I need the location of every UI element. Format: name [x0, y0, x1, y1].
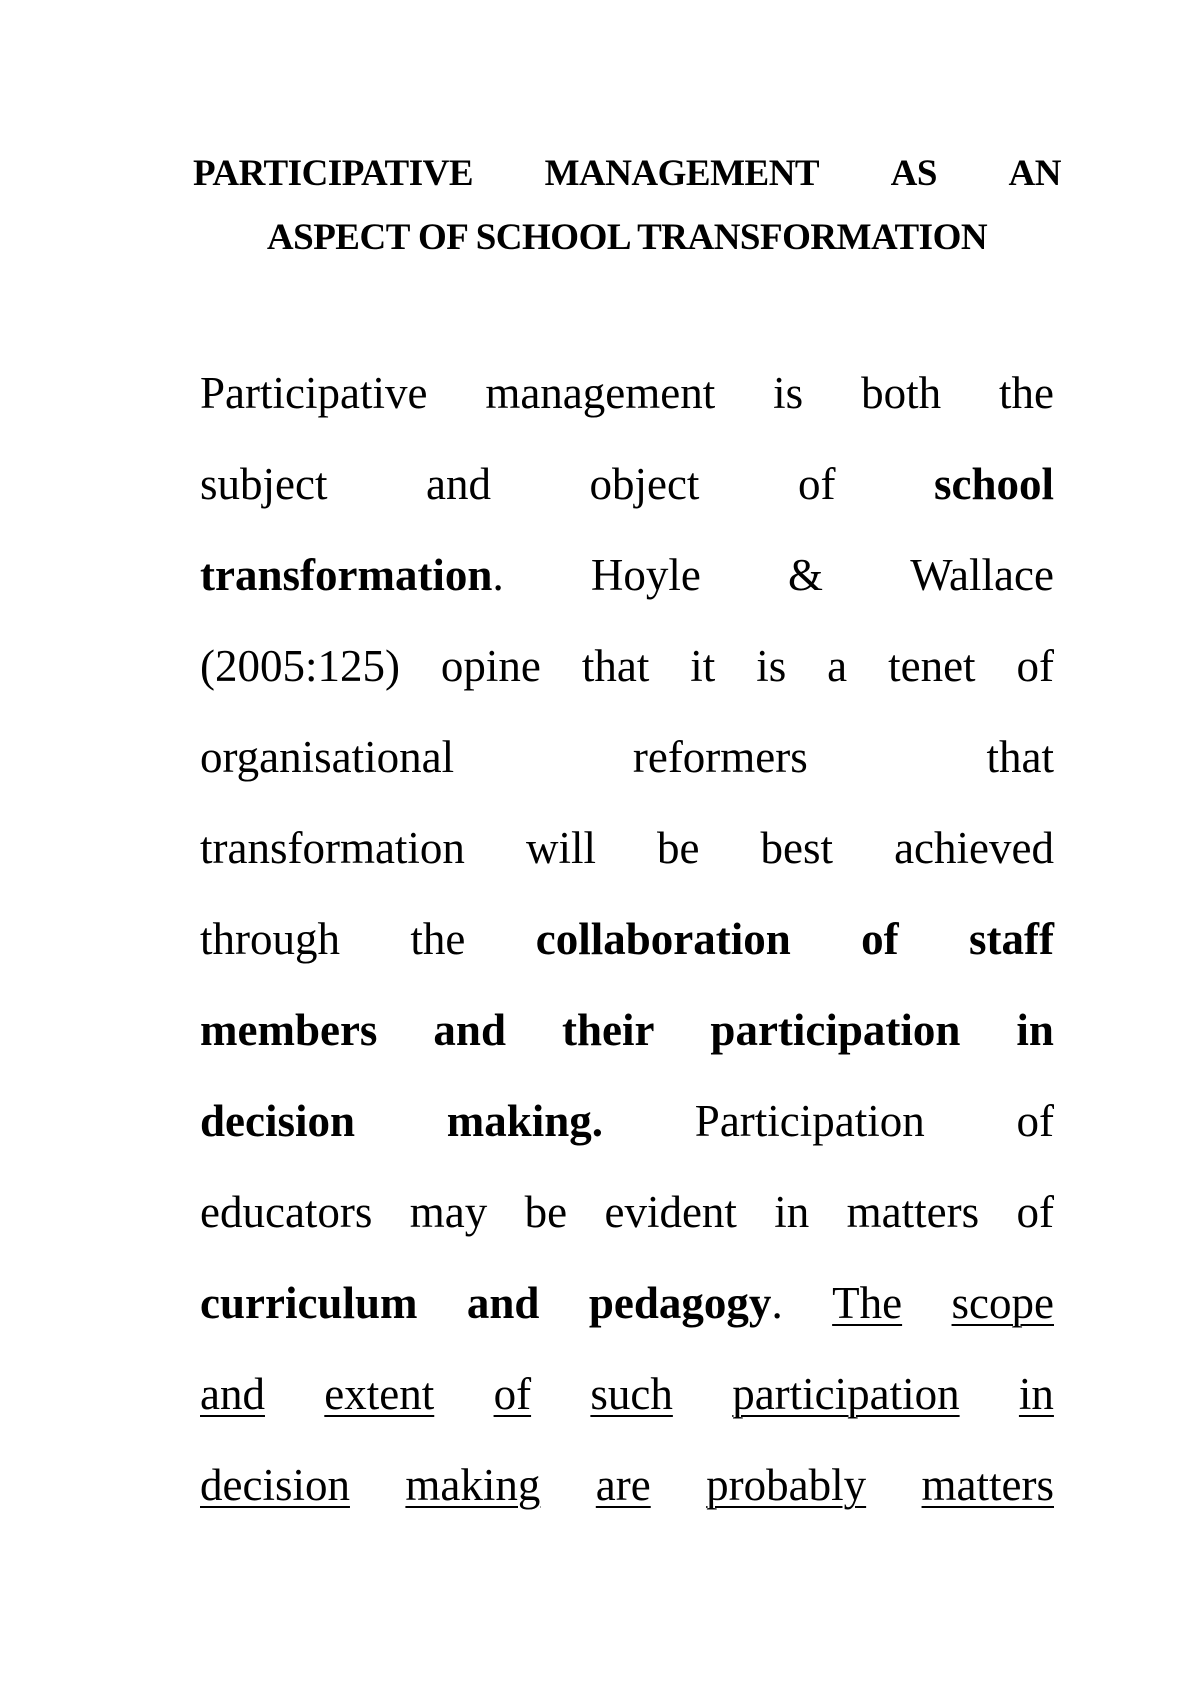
word-group [200, 530, 504, 621]
word: object [589, 459, 700, 509]
text-line [200, 1349, 1054, 1440]
bold-word: pedagogy [588, 1278, 772, 1328]
bold-word: collaboration [535, 914, 791, 964]
underlined-word: extent [324, 1369, 435, 1419]
word: be [657, 823, 700, 873]
word: tenet [888, 641, 976, 691]
underlined-word: in [1018, 1369, 1054, 1419]
text-line [200, 1258, 1054, 1349]
underlined-word: and [200, 1369, 265, 1419]
word: that [581, 641, 650, 691]
bold-word: transformation [200, 550, 493, 600]
punctuation: . [492, 550, 504, 600]
word: & [788, 550, 824, 600]
word: management [485, 368, 716, 418]
underlined-word: such [590, 1369, 673, 1419]
document-title [193, 142, 1061, 270]
word: transformation [200, 823, 465, 873]
bold-word: and [466, 1278, 540, 1328]
bold-word: of [861, 914, 899, 964]
word: of [1016, 1096, 1054, 1146]
word: subject [200, 459, 328, 509]
word: through [200, 914, 340, 964]
word: in [774, 1187, 810, 1237]
word: of [797, 459, 836, 509]
word: the [998, 368, 1054, 418]
text-line [200, 1440, 1054, 1531]
underlined-word: participation [732, 1369, 960, 1419]
title-word: AS [890, 153, 937, 194]
word: organisational [200, 732, 455, 782]
word: educators [200, 1187, 373, 1237]
word: matters [846, 1187, 980, 1237]
word: the [410, 914, 466, 964]
word: will [525, 823, 596, 873]
underlined-word: The [832, 1278, 903, 1328]
bold-word: curriculum [200, 1278, 418, 1328]
title-word: MANAGEMENT [544, 153, 820, 194]
word: achieved [894, 823, 1054, 873]
text-line [200, 894, 1054, 985]
bold-word: and [433, 1005, 506, 1055]
word: best [760, 823, 834, 873]
title-word: PARTICIPATIVE [193, 153, 473, 194]
text-line [200, 712, 1054, 803]
word: Participative [200, 368, 428, 418]
word: is [756, 641, 787, 691]
bold-word: participation [710, 1005, 961, 1055]
word: of [1016, 1187, 1054, 1237]
underlined-word: scope [951, 1278, 1054, 1328]
underlined-word: of [493, 1369, 532, 1419]
bold-word: their [561, 1005, 655, 1055]
punctuation: . [771, 1278, 783, 1328]
word: (2005:125) [200, 641, 400, 691]
word-group [589, 1258, 783, 1349]
word: of [1016, 641, 1054, 691]
word: be [524, 1187, 568, 1237]
word: evident [604, 1187, 737, 1237]
text-line [200, 985, 1054, 1076]
bold-word: members [200, 1005, 378, 1055]
word: Participation [694, 1096, 925, 1146]
word: Wallace [910, 550, 1054, 600]
bold-word: staff [968, 914, 1054, 964]
underlined-word: probably [706, 1460, 867, 1510]
title-line-1 [193, 142, 1061, 206]
word: a [827, 641, 848, 691]
word: opine [440, 641, 541, 691]
underlined-word: are [595, 1460, 651, 1510]
title-word: AN [1008, 153, 1061, 194]
body-paragraph [200, 348, 1054, 1531]
bold-word: in [1016, 1005, 1054, 1055]
bold-word: making. [446, 1096, 604, 1146]
word: Hoyle [590, 550, 701, 600]
text-line [200, 530, 1054, 621]
title-line-2: ASPECT OF SCHOOL TRANSFORMATION [266, 217, 988, 258]
word: reformers [632, 732, 808, 782]
word: that [986, 732, 1054, 782]
text-line [200, 1076, 1054, 1167]
text-line [200, 1167, 1054, 1258]
underlined-word: matters [921, 1460, 1054, 1510]
word: and [425, 459, 491, 509]
text-line [200, 621, 1054, 712]
bold-word: decision [200, 1096, 356, 1146]
text-line [200, 439, 1054, 530]
underlined-word: decision [200, 1460, 350, 1510]
text-line [200, 348, 1054, 439]
word: both [861, 368, 942, 418]
bold-word: school [933, 459, 1054, 509]
word: is [773, 368, 804, 418]
text-line [200, 803, 1054, 894]
word: it [690, 641, 716, 691]
underlined-word: making [405, 1460, 541, 1510]
word: may [409, 1187, 488, 1237]
